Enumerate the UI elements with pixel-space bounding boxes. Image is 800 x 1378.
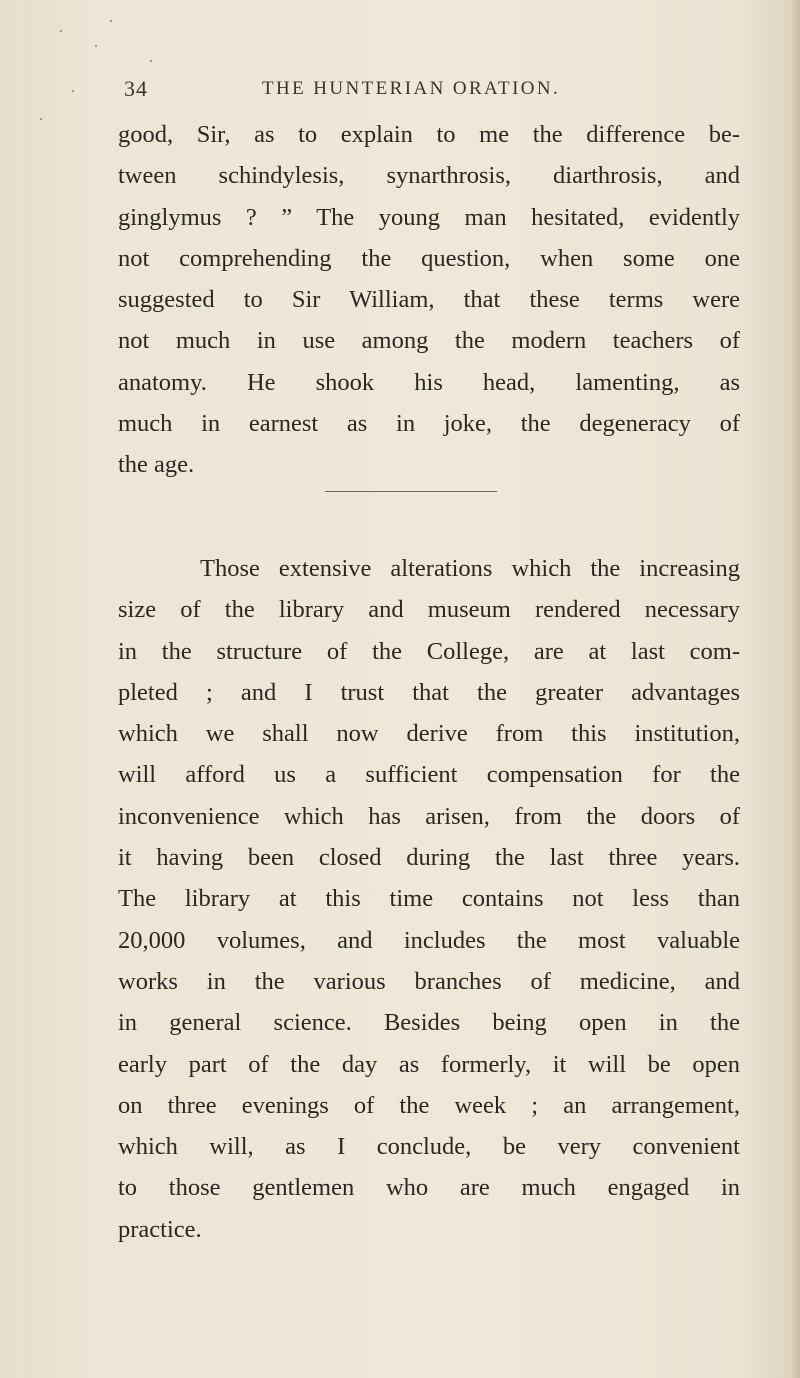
print-speckle [110,20,112,22]
text-line: works in the various branches of medicine, and [118,967,740,995]
text-line: much in earnest as in joke, the degeneracy of [118,410,740,438]
running-head [0,76,800,108]
text-line: to those gentlemen who are much engaged in [118,1174,740,1202]
text-line: on three evenings of the week ; an arrangement, [118,1091,740,1119]
text-line: which will, as I conclude, be very convenient [118,1133,740,1161]
page-edge-shadow [792,0,800,1378]
text-line: practice. [118,1215,202,1243]
text-line: suggested to Sir William, that these terms were [118,286,740,314]
text-line: which we shall now derive from this institution, [118,720,740,748]
paragraph-1 [118,114,740,486]
text-line: 20,000 volumes, and includes the most valuable [118,926,740,954]
text-line: anatomy. He shook his head, lamenting, as [118,368,740,396]
text-line: ginglymus ? ” The young man hesitated, evidently [118,203,740,231]
section-divider [325,491,497,492]
text-line: inconvenience which has arisen, from the doors of [118,802,740,830]
print-speckle [60,30,62,32]
text-line: it having been closed during the last three years. [118,844,740,872]
print-speckle [95,45,97,47]
text-line: size of the library and museum rendered necessary [118,596,740,624]
text-line: not much in use among the modern teachers of [118,327,740,355]
text-line: pleted ; and I trust that the greater advantages [118,678,740,706]
page-number: 34 [124,76,148,101]
text-line: Those extensive alterations which the increasing [200,555,740,582]
print-speckle [150,60,152,62]
running-title: THE HUNTERIAN ORATION. [262,78,561,99]
text-line: in the structure of the College, are at last com- [118,637,740,665]
text-line: the age. [118,451,195,479]
text-line: will afford us a sufficient compensation for the [118,761,740,789]
print-speckle [40,118,42,120]
text-line: early part of the day as formerly, it will be open [118,1050,740,1078]
text-line: good, Sir, as to explain to me the difference be- [118,121,740,148]
text-line: in general science. Besides being open in the [118,1009,740,1037]
text-line: The library at this time contains not less than [118,885,740,913]
text-line: tween schindylesis, synarthrosis, diarthrosis, and [118,162,740,190]
paragraph-2 [118,548,740,1250]
text-line: not comprehending the question, when some one [118,244,740,272]
